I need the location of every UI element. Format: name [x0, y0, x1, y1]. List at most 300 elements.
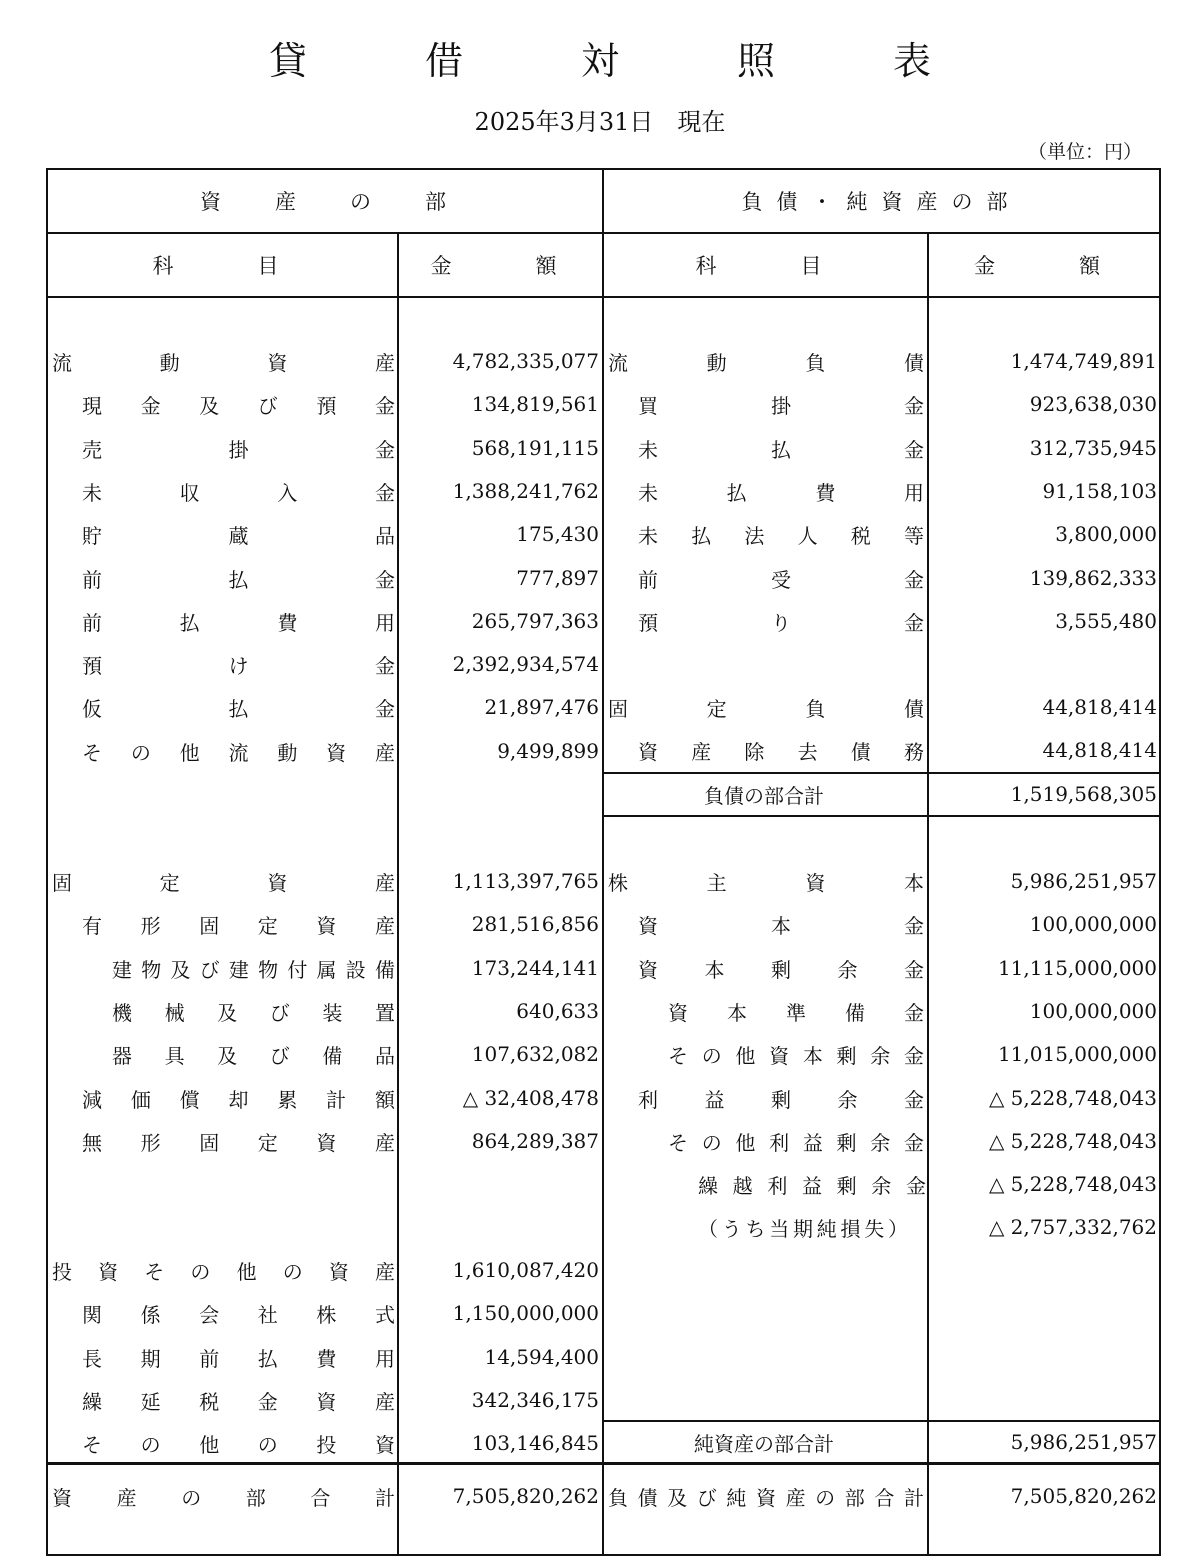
row-label — [638, 607, 924, 636]
row-label-char: 税 — [199, 1389, 220, 1414]
liabilities-amount: 100,000,000 — [1029, 912, 1157, 937]
row-label-char: 有 — [82, 914, 102, 939]
row-label-char: 負 — [608, 1486, 628, 1510]
row-label-char: 資 — [316, 914, 337, 939]
assets-row — [82, 600, 395, 643]
row-label-char: 累 — [277, 1087, 298, 1112]
row-label-char: 額 — [374, 1087, 395, 1112]
row-label-char: 産 — [785, 1486, 806, 1510]
row-label-char: 付 — [287, 957, 308, 982]
liabilities-amount: 11,115,000,000 — [997, 955, 1157, 980]
row-label-char: 及 — [170, 957, 191, 982]
liabilities-row — [638, 600, 924, 643]
row-label-char: 投 — [52, 1260, 72, 1284]
liabilities-amount: 44,818,414 — [1042, 695, 1157, 719]
row-label-char: 繰 — [698, 1174, 718, 1199]
liab-amount-header — [929, 234, 1159, 296]
row-label-char: け — [228, 654, 249, 679]
row-label-char: 金 — [257, 1389, 278, 1414]
row-label — [638, 434, 924, 463]
row-label-char: 金 — [905, 1174, 926, 1199]
row-label-char: 金 — [904, 914, 924, 939]
row-label-char: 定 — [257, 1130, 278, 1155]
row-label — [638, 910, 924, 939]
row-label — [638, 954, 924, 983]
row-label-char: の — [190, 1260, 211, 1284]
row-label — [698, 1170, 926, 1199]
row-label-char: 物 — [258, 957, 279, 982]
row-label-char: 及 — [217, 1000, 238, 1025]
row-label-char: 損 — [840, 1217, 861, 1242]
row-label-char: 及 — [667, 1486, 688, 1510]
row-label-char: 産 — [374, 740, 395, 765]
row-label-char: 金 — [903, 1130, 924, 1155]
row-label-char: 動 — [706, 351, 727, 375]
liabilities-amount: 312,735,945 — [1029, 435, 1157, 460]
row-label-char: 金 — [375, 654, 395, 679]
row-label-char: 収 — [179, 480, 200, 505]
row-label-char: 器 — [112, 1044, 132, 1069]
row-label-char: 本 — [704, 957, 725, 982]
row-label-char: 部 — [844, 1486, 865, 1510]
row-label-char: 払 — [771, 437, 791, 462]
row-label-char: 費 — [277, 610, 298, 635]
row-label-char: 払 — [228, 567, 249, 592]
row-divider-column-header — [46, 296, 1161, 298]
row-label-char: 株 — [316, 1303, 337, 1328]
row-label-char: 産 — [116, 1486, 137, 1510]
row-label-char: 建 — [228, 957, 249, 982]
row-label-char: 期 — [793, 1217, 813, 1242]
row-label-char: 資 — [638, 914, 658, 939]
row-label-char: 金 — [904, 957, 924, 982]
row-label-char: 人 — [797, 524, 818, 549]
row-label-char: 定 — [159, 871, 180, 895]
row-label-char: び — [269, 1044, 290, 1069]
row-label-char: 固 — [52, 871, 72, 895]
assets-row — [82, 1077, 395, 1120]
row-label-char: 負 — [805, 697, 826, 721]
assets-amount: 1,150,000,000 — [452, 1301, 599, 1326]
assets-amount: 1,113,397,765 — [452, 869, 599, 893]
row-label-char: の — [130, 740, 151, 765]
row-label — [112, 1040, 395, 1069]
assets-amount: 173,244,141 — [471, 955, 599, 980]
row-label-char: 株 — [608, 871, 628, 895]
row-label-char: 合 — [310, 1486, 331, 1510]
row-label-char: 機 — [112, 1000, 132, 1025]
row-label-char: 固 — [608, 697, 628, 721]
assets-amount: 134,819,561 — [471, 392, 599, 417]
row-label-char: 債 — [637, 1486, 658, 1510]
row-label-char: （ — [698, 1217, 718, 1242]
row-label-char: 資 — [316, 1130, 337, 1155]
row-label-char: 剰 — [771, 957, 791, 982]
row-label-char: そ — [82, 1433, 102, 1458]
row-label: 負債の部合計 — [704, 784, 824, 808]
row-label-char: 投 — [316, 1433, 337, 1458]
row-label-char: 資 — [267, 871, 288, 895]
assets-amount: 14,594,400 — [484, 1344, 599, 1369]
row-label-char: 計 — [374, 1486, 395, 1510]
row-label-char: 資 — [267, 351, 288, 375]
row-label-char: 社 — [257, 1303, 278, 1328]
assets-row — [82, 1120, 395, 1163]
row-label-char: 金 — [904, 610, 924, 635]
row-label-char: 払 — [726, 480, 747, 505]
row-label-char: 預 — [316, 394, 337, 419]
row-label-char: 費 — [316, 1346, 337, 1371]
row-label-char: 設 — [345, 957, 366, 982]
assets-amount: 9,499,899 — [497, 738, 599, 763]
row-label-char: 資 — [769, 1044, 790, 1069]
assets-amount: △ 32,408,478 — [462, 1085, 599, 1110]
row-label-char: 等 — [903, 524, 924, 549]
liabilities-row — [608, 860, 924, 903]
assets-amount: 568,191,115 — [471, 435, 599, 460]
row-label-char: 本 — [802, 1044, 823, 1069]
assets-amount: 7,505,820,262 — [452, 1484, 599, 1508]
col-divider-assets-amount — [397, 233, 399, 1556]
liabilities-amount: 3,555,480 — [1055, 608, 1157, 633]
row-label-char: 長 — [82, 1346, 102, 1371]
assets-amount-header — [399, 234, 602, 296]
assets-row — [82, 470, 395, 513]
row-label-char: 債 — [903, 697, 924, 721]
assets-row — [82, 643, 395, 686]
row-label-char: 械 — [164, 1000, 185, 1025]
row-label-char: 金 — [904, 1087, 924, 1112]
row-label — [82, 910, 395, 939]
liabilities-amount: △ 5,228,748,043 — [988, 1128, 1157, 1153]
row-label-char: 剰 — [836, 1174, 857, 1199]
row-label-char: 金 — [904, 394, 924, 419]
liabilities-row — [698, 1163, 926, 1206]
row-label — [82, 1343, 395, 1372]
row-label-char: 資 — [668, 1000, 688, 1025]
row-label — [638, 520, 924, 549]
row-label-char: 減 — [82, 1087, 102, 1112]
liabilities-row — [638, 383, 924, 426]
row-label-char: 関 — [82, 1303, 102, 1328]
row-label — [82, 607, 395, 636]
row-label — [638, 1084, 924, 1113]
row-label-char: 金 — [375, 697, 395, 722]
row-label-char: 越 — [732, 1174, 753, 1199]
row-label-char: 金 — [904, 567, 924, 592]
row-label-char: 備 — [374, 957, 395, 982]
row-label-char: の — [701, 1130, 722, 1155]
liabilities-row — [608, 340, 924, 383]
row-label-char: 定 — [706, 697, 727, 721]
row-label-char: 備 — [845, 1000, 865, 1025]
row-label — [82, 1429, 395, 1458]
row-label — [82, 1299, 395, 1328]
assets-amount: 1,610,087,420 — [452, 1258, 599, 1282]
row-label-char: の — [140, 1433, 161, 1458]
assets-row — [82, 427, 395, 470]
row-label-char: 本 — [771, 914, 791, 939]
assets-item-header-text: 科 目 — [152, 254, 293, 278]
row-label-char: 装 — [322, 1000, 343, 1025]
row-label-char: 務 — [903, 740, 924, 764]
row-label-char: 及 — [217, 1044, 238, 1069]
row-label-char: う — [721, 1217, 742, 1242]
liabilities-amount: 923,638,030 — [1029, 392, 1157, 417]
liabilities-amount: 5,986,251,957 — [1010, 869, 1157, 893]
row-label-char: 主 — [706, 871, 727, 895]
row-label-char: 去 — [797, 740, 818, 764]
row-label-char: 除 — [744, 740, 765, 764]
row-label-char: 係 — [140, 1303, 161, 1328]
row-label-char: 建 — [112, 957, 132, 982]
row-label-char: の — [701, 1044, 722, 1069]
assets-amount: 175,430 — [516, 522, 599, 547]
row-label-char: 未 — [82, 480, 102, 505]
row-label-char: 未 — [638, 524, 658, 549]
assets-amount: 4,782,335,077 — [452, 349, 599, 373]
row-label-char: 剰 — [771, 1087, 791, 1112]
assets-amount: 777,897 — [516, 565, 599, 590]
assets-row — [82, 1292, 395, 1335]
row-label-char: 金 — [375, 437, 395, 462]
row-label-char: 本 — [727, 1000, 747, 1025]
row-label — [82, 1386, 395, 1415]
row-label-char: 計 — [903, 1486, 924, 1510]
row-label-char: 払 — [691, 524, 712, 549]
row-label-char: 属 — [316, 957, 337, 982]
row-label-char: 他 — [179, 740, 200, 765]
row-label — [82, 737, 395, 766]
row-label — [638, 477, 924, 506]
row-label — [82, 1127, 395, 1156]
row-label-char: 用 — [374, 1346, 395, 1371]
row-label-char: 価 — [130, 1087, 151, 1112]
row-label-char: 前 — [638, 567, 658, 592]
liabilities-amount: 5,986,251,957 — [1010, 1430, 1157, 1454]
row-label-char: 費 — [815, 480, 836, 505]
row-label-char: び — [199, 957, 220, 982]
row-label — [52, 1256, 395, 1285]
row-label-char: び — [257, 394, 278, 419]
row-label-char: 債 — [903, 351, 924, 375]
row-label-char: 法 — [744, 524, 765, 549]
as-of-date: 2025年3月31日 現在 — [474, 108, 726, 136]
row-label-char: 資 — [316, 1389, 337, 1414]
row-label-char: 未 — [638, 437, 658, 462]
row-label-char: 産 — [374, 351, 395, 375]
row-label-char: 計 — [326, 1087, 347, 1112]
row-label-char: 前 — [82, 610, 102, 635]
row-label — [668, 1040, 924, 1069]
row-label-char: 置 — [374, 1000, 395, 1025]
page-title: 貸 借 対 照 表 — [268, 39, 971, 83]
row-label — [112, 954, 395, 983]
liabilities-amount: 1,519,568,305 — [1010, 782, 1157, 806]
row-label — [52, 1482, 395, 1511]
row-label-char: 延 — [140, 1389, 161, 1414]
liabilities-amount: △ 5,228,748,043 — [988, 1172, 1157, 1197]
liabilities-amount: 44,818,414 — [1042, 738, 1157, 762]
assets-amount: 342,346,175 — [471, 1387, 599, 1412]
row-label — [112, 997, 395, 1026]
liab-item-header-text: 科 目 — [695, 254, 836, 278]
row-label-char: 当 — [769, 1217, 790, 1242]
row-label-char: 形 — [140, 914, 161, 939]
liabilities-amount: 91,158,103 — [1042, 478, 1157, 503]
col-divider-liab-amount — [927, 233, 929, 1556]
liabilities-row — [638, 729, 924, 772]
row-label-char: 資 — [98, 1260, 119, 1284]
row-label-char: 剰 — [836, 1130, 857, 1155]
row-label-char: 資 — [328, 1260, 349, 1284]
row-label-char: 固 — [199, 914, 220, 939]
row-label-char: 産 — [374, 1130, 395, 1155]
assets-row — [112, 947, 395, 990]
row-label-char: 却 — [228, 1087, 249, 1112]
row-label-char: 部 — [245, 1486, 266, 1510]
row-label-char: の — [257, 1433, 278, 1458]
assets-item-header — [48, 234, 397, 296]
row-label-char: 本 — [903, 871, 924, 895]
row-label-char: 資 — [638, 740, 658, 764]
row-label-char: び — [696, 1486, 717, 1510]
row-label — [82, 434, 395, 463]
row-label-char: 買 — [638, 394, 658, 419]
col-divider-center — [602, 168, 604, 1556]
assets-row — [82, 557, 395, 600]
liabilities-row — [638, 427, 924, 470]
row-label-char: 余 — [837, 1087, 858, 1112]
unit-label: （単位：円） — [1027, 141, 1142, 163]
row-label-char: 純 — [726, 1486, 747, 1510]
row-label-char: 益 — [704, 1087, 725, 1112]
liabilities-row — [608, 686, 924, 729]
row-label-char: 流 — [52, 351, 72, 375]
row-label-char: 利 — [769, 1130, 790, 1155]
row-label-char: 失 — [864, 1217, 885, 1242]
liabilities-amount: 139,862,333 — [1029, 565, 1157, 590]
row-label-char: 式 — [374, 1303, 395, 1328]
row-label-char: の — [282, 1260, 303, 1284]
row-label-char: 金 — [904, 1000, 924, 1025]
row-label-char: 動 — [277, 740, 298, 765]
row-label-char: 入 — [277, 480, 298, 505]
assets-amount: 265,797,363 — [471, 608, 599, 633]
liabilities-row — [638, 947, 924, 990]
row-label-char: 産 — [374, 871, 395, 895]
liabilities-amount: 100,000,000 — [1029, 998, 1157, 1023]
row-label-char: そ — [668, 1044, 688, 1069]
liabilities-amount: 3,800,000 — [1055, 522, 1157, 547]
liabilities-row — [668, 1033, 924, 1076]
liabilities-amount: 1,474,749,891 — [1010, 349, 1157, 373]
assets-row — [52, 860, 395, 903]
row-label-char: 余 — [870, 1044, 891, 1069]
assets-row — [82, 1336, 395, 1379]
row-label-char: 前 — [82, 567, 102, 592]
row-label-char: 仮 — [82, 697, 102, 722]
row-label-char: 合 — [874, 1486, 895, 1510]
row-label — [638, 564, 924, 593]
row-label-char: 用 — [374, 610, 395, 635]
row-label — [82, 1084, 395, 1113]
row-label-char: 会 — [199, 1303, 220, 1328]
assets-row — [82, 1422, 395, 1465]
row-label-char: 用 — [903, 480, 924, 505]
row-label-char: そ — [668, 1130, 688, 1155]
row-label-char: 産 — [374, 914, 395, 939]
assets-amount: 864,289,387 — [471, 1128, 599, 1153]
row-label — [82, 693, 395, 722]
assets-amount: 107,632,082 — [471, 1042, 599, 1067]
liabilities-row — [604, 1421, 924, 1464]
row-label — [82, 477, 395, 506]
row-label — [608, 867, 924, 896]
row-label-char: 前 — [199, 1346, 220, 1371]
assets-row — [82, 1379, 395, 1422]
assets-amount: 21,897,476 — [484, 695, 599, 720]
row-label-char: 産 — [691, 740, 712, 764]
row-label-char: 資 — [638, 957, 658, 982]
row-label-char: 資 — [326, 740, 347, 765]
row-label-char: 蔵 — [228, 524, 249, 549]
row-label — [608, 693, 924, 722]
row-label-char: 余 — [871, 1174, 892, 1199]
liabilities-row — [638, 1077, 924, 1120]
assets-row — [112, 1033, 395, 1076]
row-label-char: 期 — [140, 1346, 161, 1371]
row-label-char: 具 — [164, 1044, 185, 1069]
assets-amount-header-text: 金 額 — [430, 254, 571, 278]
row-label-char: 掛 — [228, 437, 249, 462]
row-label-char: ） — [888, 1217, 908, 1242]
assets-row — [82, 686, 395, 729]
row-label — [638, 736, 924, 765]
row-label-char: 剰 — [836, 1044, 857, 1069]
row-label-char: 品 — [374, 1044, 395, 1069]
row-label-char: 債 — [850, 740, 871, 764]
assets-amount: 1,388,241,762 — [452, 478, 599, 503]
assets-row — [52, 1475, 395, 1518]
row-label-char: 税 — [850, 524, 871, 549]
liabilities-row — [608, 1475, 924, 1518]
row-label-char: 資 — [52, 1486, 72, 1510]
row-label — [668, 1127, 924, 1156]
liabilities-section-header-text: 負債・純資産の部 — [741, 190, 1022, 214]
row-label-char: 利 — [767, 1174, 788, 1199]
row-label-char: 及 — [199, 394, 220, 419]
row-label-char: 償 — [179, 1087, 200, 1112]
row-label-char: り — [771, 610, 791, 635]
row-label-char: 定 — [257, 914, 278, 939]
assets-row — [52, 1249, 395, 1292]
row-label-char: 品 — [375, 524, 395, 549]
assets-amount: 2,392,934,574 — [452, 652, 599, 677]
row-label-char: 利 — [638, 1087, 658, 1112]
row-label — [638, 390, 924, 419]
assets-section-header: 資 産 の 部 — [200, 190, 450, 214]
row-label-char: 益 — [802, 1130, 823, 1155]
row-label-char: 金 — [375, 567, 395, 592]
row-label-char: 固 — [199, 1130, 220, 1155]
row-label-char: 余 — [870, 1130, 891, 1155]
row-label-char: 受 — [771, 567, 791, 592]
row-label-char: 余 — [837, 957, 858, 982]
row-label-char: 金 — [904, 437, 924, 462]
row-label-char: 繰 — [82, 1389, 102, 1414]
liabilities-amount: △ 2,757,332,762 — [988, 1215, 1157, 1240]
